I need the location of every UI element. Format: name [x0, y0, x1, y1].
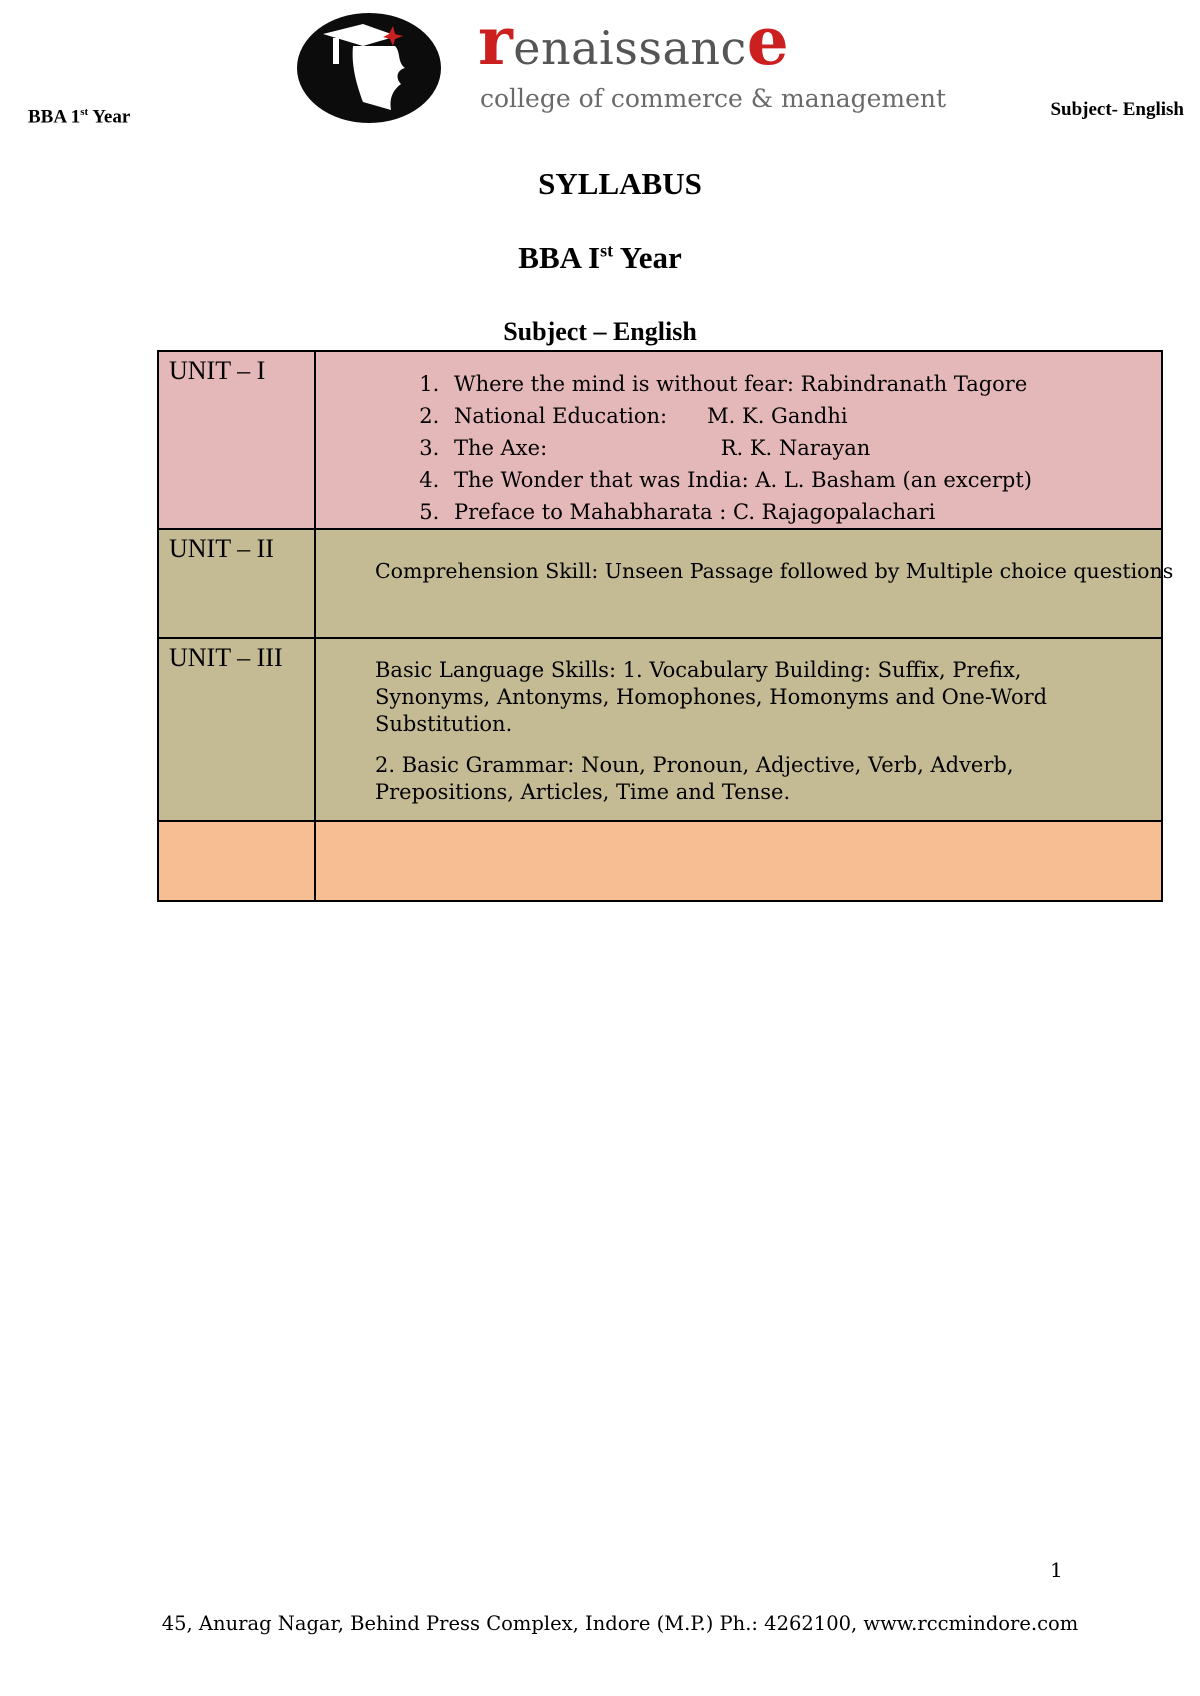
list-item: 5. Preface to Mahabharata : C. Rajagopalachari [446, 496, 1161, 528]
unit-content [315, 351, 1162, 529]
header-subject-label: Subject- English [1050, 99, 1184, 120]
footer-address: 45, Anurag Nagar, Behind Press Complex, Indore (M.P.) Ph.: 4262100, www.rccmindore.com [161, 1612, 1079, 1635]
list-item: 2. National Education: M. K. Gandhi [446, 400, 1161, 432]
table-row [158, 821, 1162, 901]
page-title: SYLLABUS [538, 166, 702, 201]
readings-list [316, 368, 1161, 528]
unit-label: UNIT – III [158, 638, 315, 821]
list-item: 3. The Axe: R. K. Narayan [446, 432, 1161, 464]
unit-content [315, 638, 1162, 821]
header-class-label: BBA 1st Year [28, 106, 131, 128]
unit-description: Comprehension Skill: Unseen Passage followed by Multiple choice questions [375, 559, 1174, 583]
year-heading: BBA Ist Year [518, 240, 682, 275]
table-row [158, 351, 1162, 529]
list-item: 4. The Wonder that was India: A. L. Basham (an excerpt) [446, 464, 1161, 496]
table-row [158, 638, 1162, 821]
subject-heading: Subject – English [503, 317, 697, 346]
unit-label [158, 821, 315, 901]
page-number: 1 [1050, 1558, 1063, 1582]
unit-content [315, 529, 1174, 638]
unit-description: Basic Language Skills: 1. Vocabulary Building: Suffix, Prefix, Synonyms, Antonyms, Homophones, Homonyms and One-Word Substitution. [375, 658, 1048, 736]
syllabus-table [157, 350, 1174, 902]
list-item: 1. Where the mind is without fear: Rabindranath Tagore [446, 368, 1161, 400]
unit-content [315, 821, 1162, 901]
graduate-head-emblem-icon [293, 6, 445, 124]
unit-label: UNIT – I [158, 351, 315, 529]
college-logo [293, 2, 993, 124]
unit-label: UNIT – II [158, 529, 315, 638]
unit-description: 2. Basic Grammar: Noun, Pronoun, Adjective, Verb, Adverb, Prepositions, Articles, Time and Tense. [375, 753, 1014, 804]
logo-tagline: college of commerce & management [480, 84, 947, 113]
table-row [158, 529, 1162, 638]
logo-wordmark: renaissance [478, 2, 790, 80]
